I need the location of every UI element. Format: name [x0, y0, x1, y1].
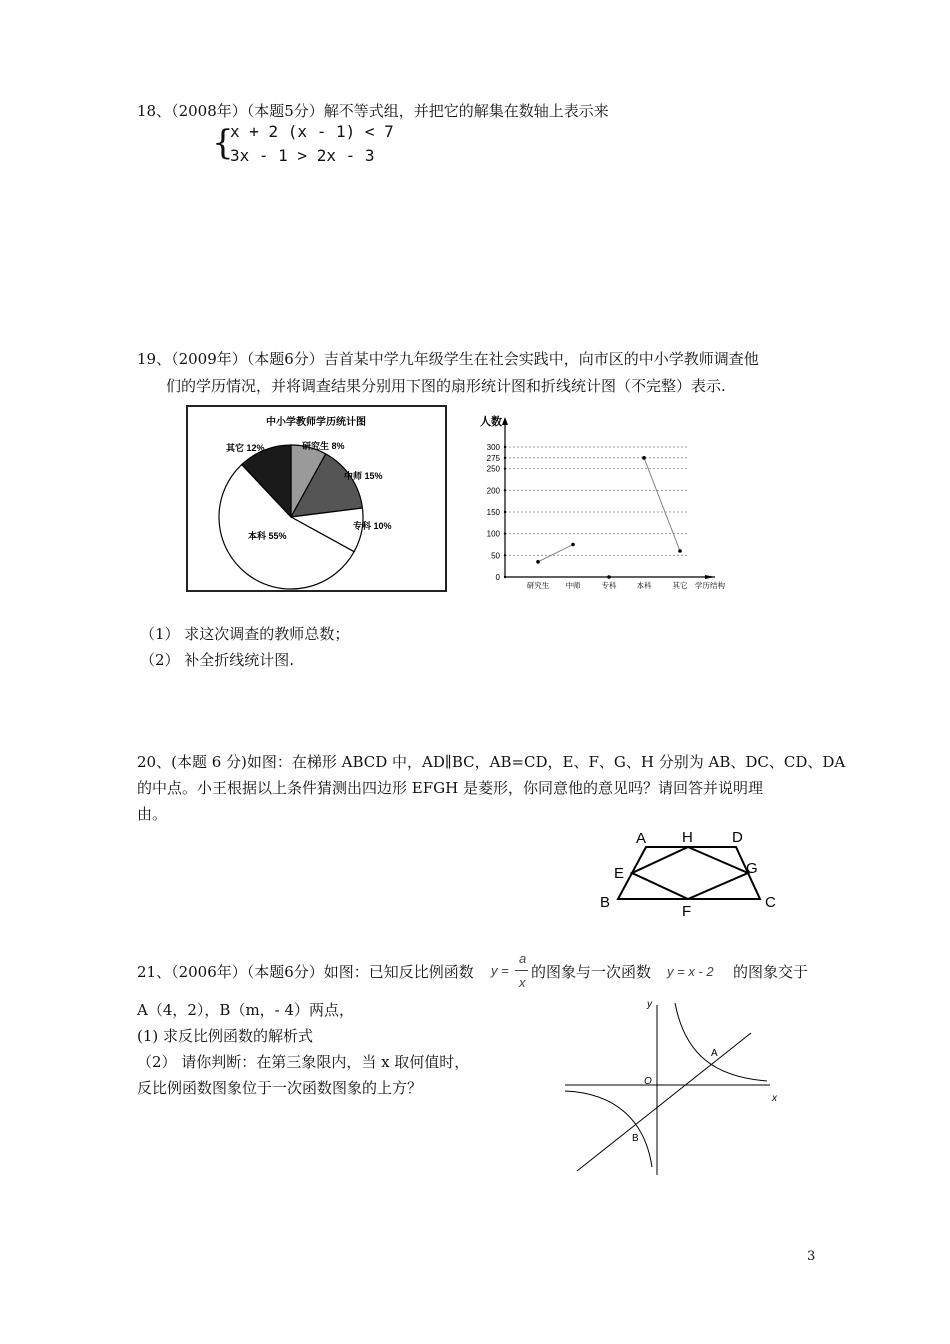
line-ytick-label: 250: [486, 464, 500, 474]
q19-sub-1: （1） 求这次调查的教师总数；: [140, 625, 350, 643]
line-point: [642, 456, 646, 460]
line-xtick-label: 其它: [672, 581, 688, 590]
pie-label-bachelor: 本科 55%: [248, 531, 287, 541]
line-xticks: [527, 580, 688, 590]
q18-inequality-2: 3x - 1 > 2x - 3: [230, 146, 375, 165]
trapezoid-abcd: [618, 847, 760, 899]
line-ytick-label: 0: [495, 573, 500, 582]
graph-label-A: A: [711, 1048, 718, 1059]
label-C: C: [765, 894, 776, 911]
q21-frac-num: a: [519, 951, 527, 966]
q21-line-1c: 的图象交于: [733, 963, 809, 981]
line-segment: [538, 545, 573, 562]
q19-line-2: 们的学历情况，并将调查结果分别用下图的扇形统计图和折线统计图（不完整）表示.: [166, 377, 726, 395]
q20-line-2: 的中点。小王根据以上条件猜测出四边形 EFGH 是菱形，你同意他的意见吗？请回答并说明理: [137, 779, 763, 797]
graph-label-y: y: [647, 999, 652, 1010]
page-number: 3: [807, 1249, 816, 1264]
pie-title: 中小学教师学历统计图: [266, 417, 366, 428]
q19-sub-2: （2） 补全折线统计图.: [140, 651, 295, 669]
q18-inequality-1: x + 2 (x - 1) < 7: [230, 122, 394, 141]
label-A: A: [636, 830, 647, 847]
line-chart: [470, 405, 740, 595]
trapezoid-figure: [590, 825, 790, 925]
hyperbola-branch-2: [565, 1091, 652, 1167]
label-E: E: [614, 865, 625, 882]
line-ytick-dot: [504, 489, 506, 491]
pie-label-graduate: 研究生 8%: [302, 441, 345, 451]
linear-function-line: [577, 1033, 751, 1171]
q21-line-3: (1) 求反比例函数的解析式: [137, 1027, 314, 1045]
pie-label-normal: 中师 15%: [344, 471, 383, 481]
q20-line-1: 20、(本题 6 分)如图：在梯形 ABCD 中，AD∥BC，AB=CD，E、F、G、H 分别为 AB、DC、CD、DA: [137, 753, 846, 771]
line-ytick-dot: [504, 457, 506, 459]
label-F: F: [682, 903, 692, 920]
line-ytick-dot: [504, 532, 506, 534]
line-ytick-dot: [504, 467, 506, 469]
line-ytick-label: 50: [491, 551, 500, 561]
pie-label-college: 专科 10%: [353, 521, 392, 531]
q21-line-1b: 的图象与一次函数: [531, 963, 652, 981]
line-ytick-label: 150: [486, 508, 500, 517]
q21-line-4: （2） 请你判断：在第三象限内，当 x 取何值时，: [137, 1053, 470, 1071]
line-ytick-dot: [504, 446, 506, 448]
q21-frac-den: x: [519, 975, 526, 990]
line-axes: [502, 417, 715, 579]
line-point: [607, 575, 611, 579]
line-ytick-label: 300: [486, 443, 500, 452]
line-x-arrow: [705, 575, 715, 579]
line-xtick-label: 本科: [636, 581, 652, 590]
line-ytick-label: 275: [486, 453, 500, 463]
system-brace: {: [212, 123, 234, 163]
q18-title: 18、（2008年）（本题5分）解不等式组，并把它的解集在数轴上表示来: [137, 102, 609, 120]
line-ytick-dot: [504, 554, 506, 556]
q21-linear: y = x - 2: [667, 964, 714, 979]
line-xtick-label: 中师: [565, 581, 581, 590]
label-H: H: [682, 829, 693, 846]
line-yticks: [487, 443, 507, 582]
line-ylabel: 人数: [480, 416, 502, 428]
pie-chart: [188, 407, 445, 590]
quadrilateral-efgh: [632, 847, 748, 899]
hyperbola-branch-1: [675, 1003, 767, 1081]
line-ytick-label: 200: [486, 486, 500, 496]
line-series: [536, 456, 682, 579]
line-y-arrow: [502, 417, 508, 425]
line-ytick-dot: [504, 511, 506, 513]
q21-line-1a: 21、（2006年）（本题6分）如图：已知反比例函数: [137, 963, 474, 981]
label-D: D: [732, 829, 743, 846]
pie-chart-frame: [186, 405, 447, 592]
pie-slices: [219, 445, 363, 589]
q20-line-3: 由。: [137, 805, 168, 823]
line-ytick-label: 100: [486, 529, 500, 539]
graph-label-B: B: [632, 1133, 639, 1144]
line-xtick-label: 研究生: [526, 581, 550, 590]
q21-frac-bar: [515, 970, 528, 971]
q21-line-2: A（4，2），B（m，- 4）两点，: [137, 1001, 355, 1019]
line-ytick-dot: [504, 576, 506, 578]
label-B: B: [600, 894, 611, 911]
line-xlabel: 学历结构: [695, 581, 725, 590]
line-segment: [644, 458, 680, 551]
graph-label-O: O: [644, 1076, 652, 1087]
q21-frac-y: y =: [491, 963, 509, 978]
q19-line-1: 19、（2009年）（本题6分）吉首某中学九年级学生在社会实践中，向市区的中小学教师调查他: [137, 350, 759, 368]
pie-label-other: 其它 12%: [226, 443, 265, 453]
label-G: G: [746, 860, 758, 877]
line-xtick-label: 专科: [601, 581, 617, 590]
graph-label-x: x: [772, 1093, 777, 1104]
function-graph: [545, 995, 795, 1180]
line-point: [678, 549, 682, 553]
line-point: [571, 543, 575, 547]
line-point: [536, 560, 540, 564]
q21-line-5: 反比例函数图象位于一次函数图象的上方？: [137, 1079, 423, 1097]
